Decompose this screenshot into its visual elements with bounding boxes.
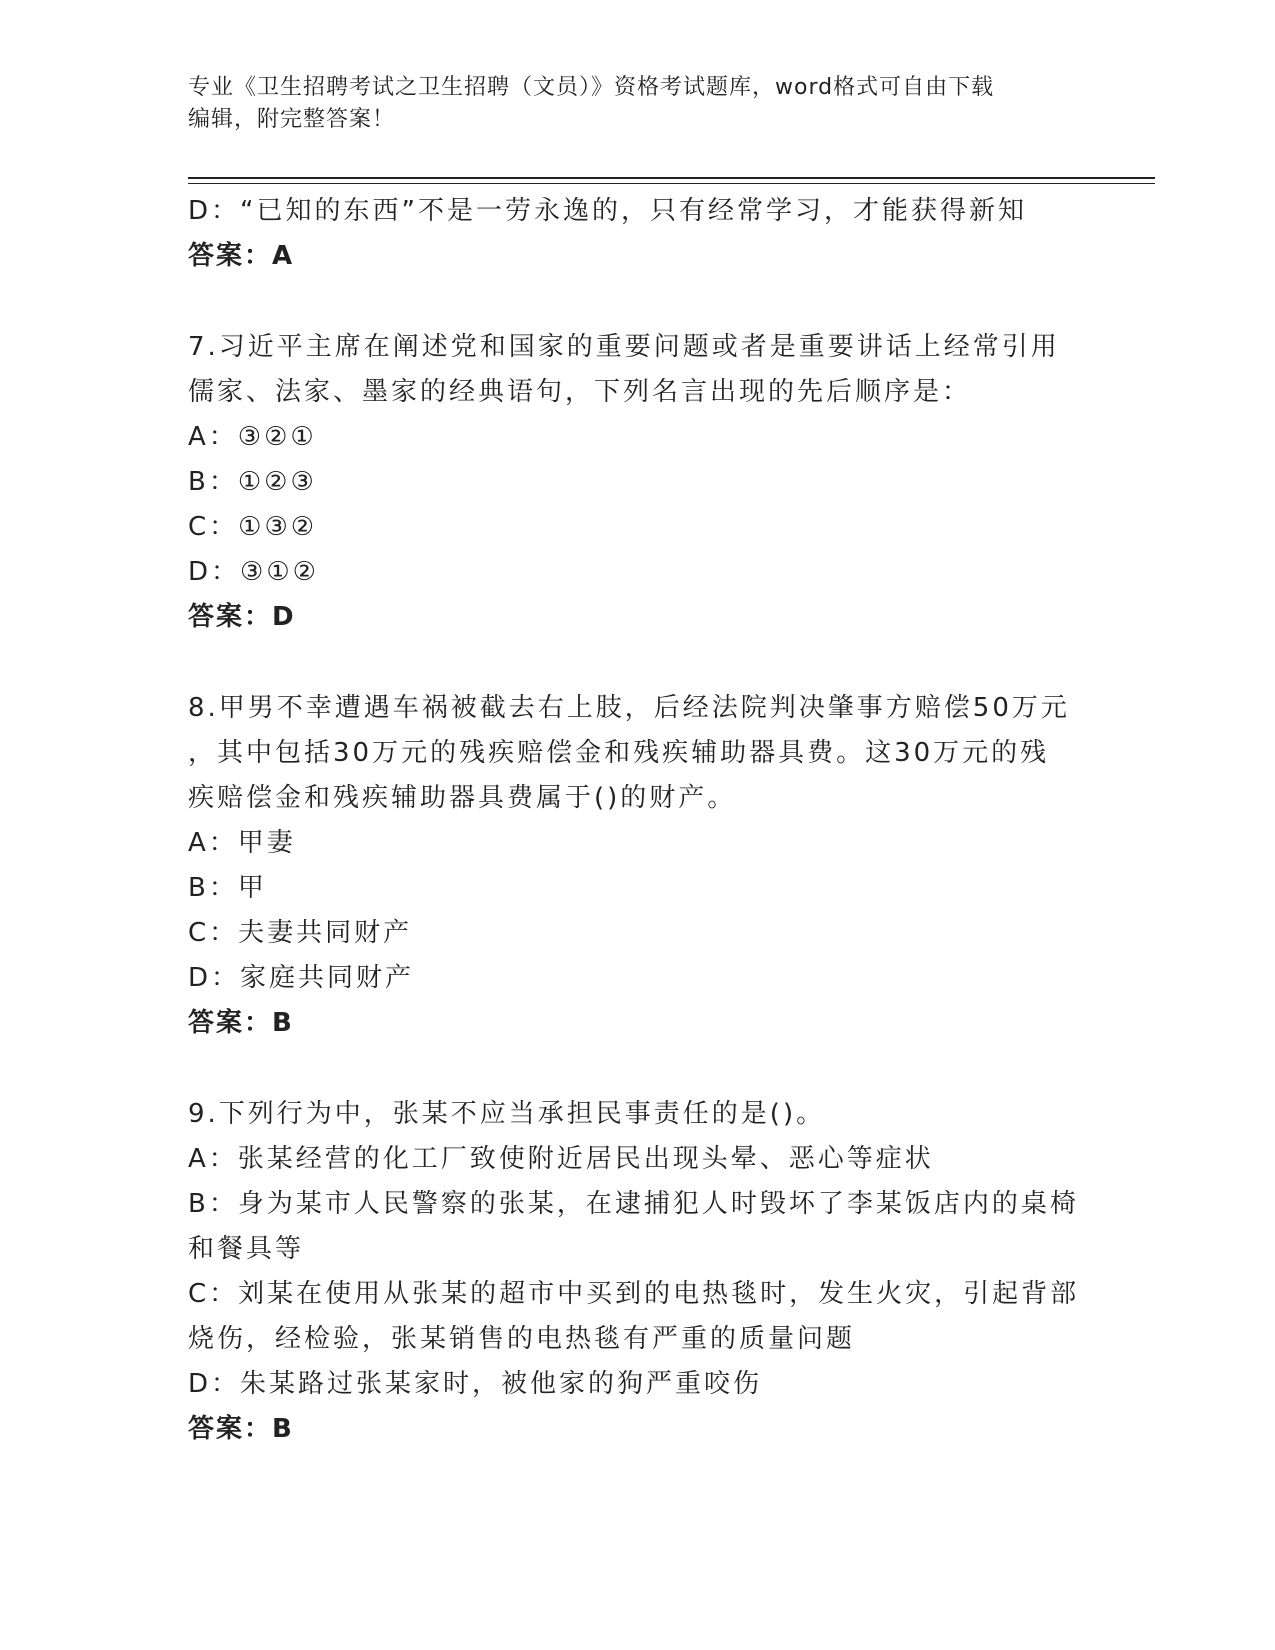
q8-option-d: D：家庭共同财产 [188, 963, 415, 993]
q9-stem: 9.下列行为中，张某不应当承担民事责任的是()。 [188, 1099, 826, 1129]
q7-option-a: A：③②① [188, 422, 317, 452]
q9-option-b-line-1: B：身为某市人民警察的张某，在逮捕犯人时毁坏了李某饭店内的桌椅 [188, 1189, 1079, 1219]
q7-option-d: D：③①② [188, 557, 319, 587]
q7-answer: 答案：D [188, 602, 296, 632]
q9-option-c-line-1: C：刘某在使用从张某的超市中买到的电热毯时，发生火灾，引起背部 [188, 1279, 1080, 1309]
prev-option-d: D：“已知的东西”不是一劳永逸的，只有经常学习，才能获得新知 [188, 196, 1027, 226]
q9-option-d: D：朱某路过张某家时，被他家的狗严重咬伤 [188, 1369, 763, 1399]
q8-stem-line-1: 8.甲男不幸遭遇车祸被截去右上肢，后经法院判决肇事方赔偿50万元 [188, 693, 1070, 723]
header-rule-thick [188, 177, 1155, 179]
q9-answer: 答案：B [188, 1414, 294, 1444]
q9-option-a: A：张某经营的化工厂致使附近居民出现头晕、恶心等症状 [188, 1144, 934, 1174]
q8-stem-line-3: 疾赔偿金和残疾辅助器具费属于()的财产。 [188, 783, 737, 813]
q8-option-a: A：甲妻 [188, 828, 296, 858]
q9-option-b-line-2: 和餐具等 [188, 1234, 305, 1264]
q8-answer: 答案：B [188, 1008, 294, 1038]
q8-option-c: C：夫妻共同财产 [188, 918, 413, 948]
q7-option-b: B：①②③ [188, 467, 317, 497]
q7-option-c: C：①③② [188, 512, 318, 542]
q7-stem-line-1: 7.习近平主席在阐述党和国家的重要问题或者是重要讲话上经常引用 [188, 332, 1060, 362]
question-content [188, 189, 1088, 1452]
prev-answer: 答案：A [188, 241, 295, 271]
q7-stem-line-2: 儒家、法家、墨家的经典语句，下列名言出现的先后顺序是： [188, 377, 972, 407]
q8-option-b: B：甲 [188, 873, 267, 903]
q8-stem-line-2: ，其中包括30万元的残疾赔偿金和残疾辅助器具费。这30万元的残 [188, 738, 1050, 768]
header-rule-thin [188, 183, 1155, 184]
q9-option-c-line-2: 烧伤，经检验，张某销售的电热毯有严重的质量问题 [188, 1324, 856, 1354]
header-line-2: 编辑，附完整答案！ [188, 107, 396, 132]
header-line-1: 专业《卫生招聘考试之卫生招聘（文员）》资格考试题库，word格式可自由下载 [188, 75, 995, 100]
document-header [188, 72, 1068, 136]
